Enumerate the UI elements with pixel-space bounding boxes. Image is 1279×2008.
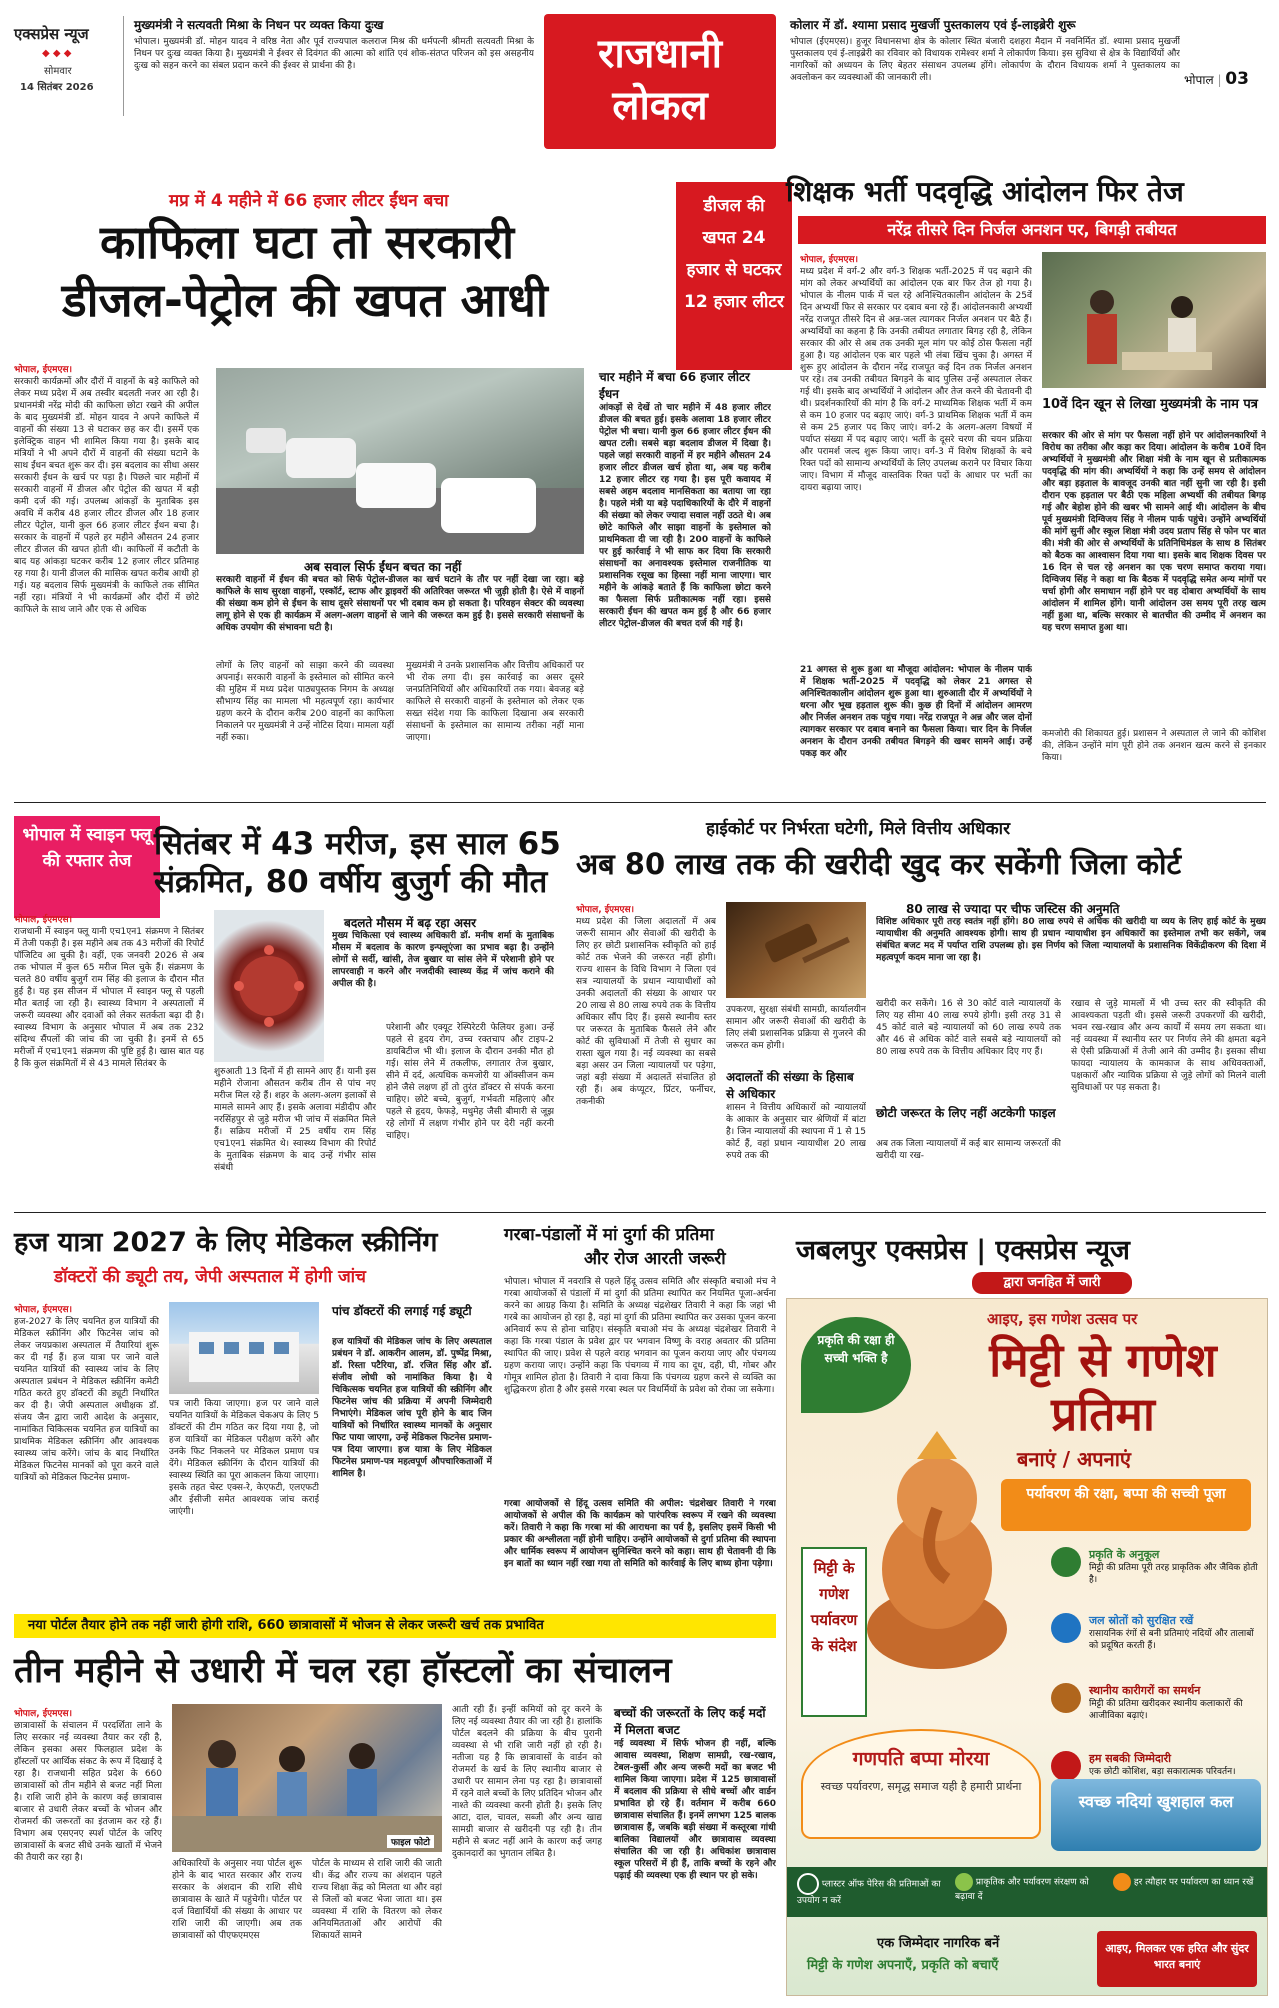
hostel-photo-caption: फाइल फोटो	[387, 1835, 434, 1848]
court-kicker: हाईकोर्ट पर निर्भरता घटेगी, मिले वित्तीय अधिकार	[706, 819, 1011, 839]
ad-icon-3-text: हर त्यौहार पर पर्यावरण का ध्यान रखें	[1133, 1877, 1254, 1888]
flu-headline-2: संक्रमित, 80 वर्षीय बुजुर्ग की मौत	[154, 864, 548, 900]
ad-point-1-body: मिट्टी की प्रतिमा पूरी तरह प्राकृतिक और जैविक होती है।	[1089, 1563, 1258, 1585]
section-badge	[544, 14, 776, 149]
teacher-protest-photo	[1042, 252, 1266, 388]
ad-point-1	[1051, 1547, 1261, 1586]
fuel-convoy-photo	[216, 368, 584, 554]
ad-icon-2	[955, 1873, 1100, 1903]
ad-canvas	[786, 1298, 1268, 1996]
court-body-3: शासन ने वित्तीय अधिकारों को न्यायालयों के आकार के अनुसार चार श्रेणियों में बांटा है। जिन न्यायालयों की स्थापना में 1 से 15 कोर्ट हैं, वहां प्रधान न्यायाधीश 20 लाख रुपये तक की	[726, 1103, 866, 1161]
teacher-box-title: 10वें दिन खून से लिखा मुख्यमंत्री के नाम पत्र	[1042, 397, 1258, 412]
hostel-body-4: आती रही हैं। इन्हीं कमियों को दूर करने के लिए नई व्यवस्था तैयार की जा रही है। हालांकि पोर्टल बदलने की प्रक्रिया के बीच पुरानी व्यवस्था से भी राशि जारी नहीं हो रही है। नतीजा यह है कि छात्रावासों के वार्डन को रोजमर्रा के खर्च के लिए स्थानीय बाजार से उधारी पर सामान लेना पड़ रहा है। छात्रावासों में रहने वाले बच्चों के लिए प्रतिदिन भोजन और नाश्ते की व्यवस्था करनी होती है। इसके लिए आटा, दाल, चावल, सब्जी और अन्य खाद्य सामग्री बाजार से खरीदनी पड़ रही है। तीन महीने से बजट नहीं आने के कारण कई जगह दुकानदारों का भुगतान लंबित है।	[452, 1705, 602, 1859]
ad-footer-3: आइए, मिलकर एक हरित और सुंदर भारत बनाएं	[1097, 1931, 1257, 1987]
hostel-kicker: नया पोर्टल तैयार होने तक नहीं जारी होगी राशि, 660 छात्रावासों में भोजन से लेकर जरूरी खर्च तक प्रभावित	[14, 1614, 776, 1638]
hajj-dateline: भोपाल, ईएमएस।	[14, 1305, 73, 1315]
ad-point-2-title: जल स्रोतों को सुरक्षित रखें	[1089, 1614, 1194, 1627]
teacher-body-2: 21 अगस्त से शुरू हुआ था मौजूदा आंदोलन: भोपाल के नीलम पार्क में शिक्षक भर्ती-2025 में पदवृद्धि को लेकर 21 अगस्त से अनिश्चितकालीन आंदोलन शुरू हुआ था। शुरुआती दौर में अभ्यर्थियों ने धरना और भूख हड़ताल शुरू की। कुछ ही दिनों में आंदोलन आमरण और निर्जल अनशन तक पहुंच गया। नरेंद्र राजपूत ने अन्न और जल दोनों त्यागकर सरकार पर दबाव बनाने का फैसला किया। चार दिन के निर्जल अनशन के दौरान उनकी तबीयत बिगड़ने की खबर सामने आई। उन्हें पकड़ कर और	[800, 665, 1032, 759]
hostel-children-photo	[172, 1704, 442, 1852]
court-headline: अब 80 लाख तक की खरीदी खुद कर सकेंगी जिला कोर्ट	[576, 847, 1182, 881]
fuel-headline-1: काफिला घटा तो सरकारी	[100, 215, 515, 269]
fuel-body-2: लोगों के लिए वाहनों को साझा करने की व्यवस्था अपनाई। सरकारी वाहनों के इस्तेमाल को सीमित करने की मुहिम में मध्य प्रदेश पाठ्यपुस्तक निगम के अध्यक्ष सौभाग्य सिंह का मामला भी महत्वपूर्ण रहा। कार्यभार ग्रहण करने के दौरान करीब 200 वाहनों का काफिला निकालने पर मुख्यमंत्री ने उन्हें नोटिस दिया। मामला यहीं नहीं रुका।	[216, 661, 394, 743]
hostel-body-3: पोर्टल के माध्यम से राशि जारी की जाती थी। केंद्र और राज्य का अंशदान पहले राज्य शिक्षा केंद्र को मिलता था और वहां से जिलों को बजट भेजा जाता था। इस व्यवस्था में राशि के वितरण को लेकर अनियमितताओं और आरोपों की शिकायतें सामने	[312, 1859, 442, 1941]
ad-point-3-body: मिट्टी की प्रतिमा खरीदकर स्थानीय कलाकारों की आजीविका बढ़ाएं।	[1089, 1699, 1243, 1721]
convoy-cars-icon	[216, 368, 584, 554]
ad-point-2-body: रासायनिक रंगों से बनी प्रतिमाएं नदियों और तालाबों को प्रदूषित करती हैं।	[1089, 1629, 1254, 1651]
plant-icon	[955, 1873, 973, 1891]
children-eating-icon	[172, 1704, 442, 1852]
hospital-building-icon	[169, 1302, 319, 1394]
ad-point-3	[1051, 1683, 1261, 1722]
flu-box-title: बदलते मौसम में बढ़ रहा असर	[344, 916, 477, 930]
hostel-dateline: भोपाल, ईएमएस।	[14, 1709, 73, 1719]
community-icon	[1051, 1751, 1081, 1781]
brand-box	[14, 16, 124, 116]
ad-header: जबलपुर एक्सप्रेस | एक्सप्रेस न्यूज	[796, 1235, 1130, 1266]
issue-date: 14 सितंबर 2026	[20, 82, 94, 93]
garba-headline-1: गरबा-पंडालों में मां दुर्गा की प्रतिमा	[504, 1225, 714, 1245]
flu-body-1: राजधानी में स्वाइन फ्लू यानी एच1एन1 संक्रमण ने सितंबर में तेजी पकड़ी है। इस महीने अब तक 43 मरीजों की रिपोर्ट पॉजिटिव आ चुकी है। वहीं, एक जनवरी 2026 से अब तक भोपाल में कुल 65 मरीज मिल चुके हैं। संक्रमण के चलते 80 वर्षीय बुजुर्ग राम सिंह की इलाज के दौरान मौत हुई है। यह इस सीजन में भोपाल में स्वाइन फ्लू से पहली मौत बताई जा रही है। स्वास्थ्य विभाग ने अस्पतालों में जरूरी व्यवस्था और दवाओं को लेकर सतर्कता बढ़ा दी है। स्वास्थ्य विभाग के अनुसार भोपाल में अब तक 232 संदिग्ध सैंपलों की जांच की जा चुकी है। इनमें से 65 मरीजों में एच1एन1 संक्रमण की पुष्टि हुई है। खास बात यह है कि कुल संक्रमितों में से 43 मामले सितंबर के	[14, 927, 204, 1069]
ad-sub: द्वारा जनहित में जारी	[972, 1272, 1132, 1294]
ad-icon-1	[797, 1873, 942, 1907]
brief-left-title: मुख्यमंत्री ने सत्यवती मिश्रा के निधन पर व्यक्त किया दुःख	[134, 18, 384, 32]
hajj-subhead: डॉक्टरों की ड्यूटी तय, जेपी अस्पताल में होगी जांच	[54, 1267, 366, 1287]
teacher-headline: शिक्षक भर्ती पदवृद्धि आंदोलन फिर तेज	[786, 175, 1184, 208]
court-body-1: मध्य प्रदेश की जिला अदालतों में अब जरूरी सामान और सेवाओं की खरीदी के लिए हर छोटी प्रशासनिक स्वीकृति को हाई कोर्ट तक भेजने की जरूरत नहीं होगी। राज्य शासन के विधि विभाग ने जिला एवं सत्र न्यायालयों के प्रधान न्यायाधीशों को उनकी अदालतों की संख्या के आधार पर 20 लाख से 80 लाख रुपये तक के वित्तीय अधिकार सौंप दिए हैं। इससे स्थानीय स्तर पर जरूरत के मुताबिक फैसले लेने और कोर्ट की सुविधाओं में तेजी से सुधार का रास्ता खुल गया है। नई व्यवस्था का सबसे बड़ा असर उन जिला न्यायालयों पर पड़ेगा, जहां बड़ी संख्या में अदालतें संचालित हो रही हैं। अब कंप्यूटर, प्रिंटर, फर्नीचर, तकनीकी	[576, 917, 716, 1107]
ad-tag-text: प्रकृति की रक्षा ही सच्ची भक्ति है	[817, 1333, 895, 1365]
court-body-4: खरीदी कर सकेंगे। 16 से 30 कोर्ट वाले न्यायालयों के लिए यह सीमा 40 लाख रुपये होगी। इसी तरह 31 से 45 कोर्ट वाले बड़े न्यायालयों को 60 लाख रुपये तक और 46 से अधिक कोर्ट वाले सबसे बड़े न्यायालयों को 80 लाख रुपये तक के वित्तीय अधिकार दिए गए हैं।	[876, 999, 1061, 1057]
festival-icon	[1113, 1873, 1131, 1891]
hajj-hospital-photo	[169, 1302, 319, 1394]
flu-virus-photo	[214, 910, 324, 1062]
brief-left-body: भोपाल। मुख्यमंत्री डॉ. मोहन यादव ने वरिष्ठ नेता और पूर्व राज्यपाल कलराज मिश्र की धर्मपत्नी श्रीमती सत्यवती मिश्रा के निधन पर दुःख व्यक्त किया है। मुख्यमंत्री ने ईश्वर से दिवंगत की आत्मा को शांति एवं शोक-संतप्त परिजन को इस असहनीय दुःख को सहन करने का संबल प्रदान करने की ईश्वर से प्रार्थना की है।	[134, 37, 534, 71]
flu-body-2: शुरुआती 13 दिनों में ही सामने आए हैं। यानी इस महीने रोजाना औसतन करीब तीन से पांच नए मरीज मिल रहे हैं। शहर के अलग-अलग इलाकों से मामले सामने आए हैं। इसके अलावा मंडीदीप और नरसिंहपुर से जुड़े मरीज भी जांच में संक्रमित मिले हैं। सक्रिय मरीजों में 25 वर्षीय राम सिंह एच1एन1 संक्रमित थे। स्वास्थ्य विभाग की रिपोर्ट के मुताबिक संक्रमण के बाद उन्हें गंभीर सांस संबंधी	[214, 1067, 376, 1173]
flu-story	[14, 808, 561, 1208]
ad-footer-2: मिट्टी के गणेश अपनाएँ, प्रकृति को बचाएँ	[807, 1958, 999, 1973]
fuel-side-body: आंकड़ों से देखें तो चार महीने में 48 हजार लीटर डीजल की बचत हुई। इसके अलावा 18 हजार लीटर पेट्रोल भी बचा। यानी कुल 66 हजार लीटर ईंधन की खपत टली। सबसे बड़ा बदलाव डीजल में दिखा है। पहले जहां सरकारी वाहनों में हर महीने औसतन 24 हजार लीटर डीजल खर्च होता था, अब यह करीब 12 हजार लीटर रह गया है। इस पूरी कवायद में सबसे अहम बदलाव मानसिकता का बताया जा रहा है। पहले मंत्री या बड़े पदाधिकारियों के दौरे में वाहनों की संख्या को लेकर ज्यादा सवाल नहीं उठते थे। अब छोटे काफिले और साझा वाहनों के इस्तेमाल को प्राथमिकता दी जा रही है। 200 वाहनों के काफिले पर हुई कार्रवाई ने भी साफ कर दिया कि सरकारी संसाधनों का अनावश्यक इस्तेमाल राजनीतिक या प्रशासनिक रसूख का हिस्सा नहीं माना जाएगा। चार महीने के आंकड़े बताते हैं कि काफिला छोटा करने का फैसला सिर्फ प्रतीकात्मक नहीं रहा। इससे सरकारी ईंधन की खपत कम हुई है और 66 हजार लीटर पेट्रोल-डीजल की बचत दर्ज की गई है।	[599, 403, 771, 629]
ad-intro: आइए, इस गणेश उत्सव पर	[987, 1310, 1138, 1328]
brief-right	[790, 16, 1180, 121]
ganesh-idol-icon	[857, 1429, 1017, 1679]
hajj-body-2: पत्र जारी किया जाएगा। हज पर जाने वाले चयनित यात्रियों के मेडिकल चेकअप के लिए 5 डॉक्टरों की टीम गठित कर दिया गया है, जो हज यात्रियों का मेडिकल परीक्षण करेंगे और उनके फिट निकलने पर मेडिकल प्रमाण पत्र देंगे। मेडिकल स्क्रीनिंग के दौरान यात्रियों की स्वास्थ्य स्थिति का पूरा आकलन किया जाएगा। इसके तहत चेस्ट एक्स-रे, केएफटी, एलएफटी और ईसीजी समेत आवश्यक जांच कराई जाएंगी।	[169, 1399, 319, 1517]
fuel-body-1: सरकारी कार्यक्रमों और दौरों में वाहनों के बड़े काफिले को लेकर मध्य प्रदेश में अब तस्वीर बदलती नजर आ रही है। प्रधानमंत्री नरेंद्र मोदी की काफिला छोटा रखने की अपील के बाद मुख्यमंत्री डॉ. मोहन यादव ने अपने काफिले में वाहनों की संख्या 13 से घटाकर छह कर दी। इसमें एक इलेक्ट्रिक वाहन भी शामिल किया गया है। इसके बाद मंत्रियों ने भी अपने दौरों में वाहनों की संख्या घटाने के साथ ईंधन बचत शुरू कर दी। इस बदलाव का सीधा असर सरकारी ईंधन के खर्च पर पड़ा है। पिछले चार महीनों में सरकारी वाहनों में डीजल और पेट्रोल की खपत में बड़ी कमी दर्ज की गई। उपलब्ध आंकड़ों के मुताबिक इस अवधि में करीब 48 हजार लीटर डीजल और 18 हजार लीटर पेट्रोल, यानी कुल 66 हजार लीटर ईंधन बचा है। सरकार के वाहनों में पहले हर महीने औसतन 24 हजार लीटर डीजल की खपत होती थी। काफिलों में कटौती के बाद यह आंकड़ा घटकर करीब 12 हजार लीटर प्रतिमाह रह गया है। यानी डीजल की मासिक खपत करीब आधी हो गई। यह बदलाव सिर्फ मुख्यमंत्री के काफिले तक सीमित नहीं रहा। मंत्रियों ने भी कार्यक्रमों और दौरों में छोटे काफिले के साथ जाने और एक से अधिक	[14, 377, 199, 615]
folio-separator: |	[1217, 73, 1226, 87]
water-drop-icon	[1051, 1613, 1081, 1643]
teacher-story	[786, 168, 1266, 798]
issue-day: सोमवार	[44, 66, 72, 77]
fuel-headline-2: डीजल-पेट्रोल की खपत आधी	[62, 273, 548, 327]
ad-title: मिट्टी से गणेश प्रतिमा	[989, 1333, 1217, 1441]
fuel-story	[14, 168, 784, 798]
no-pop-icon	[797, 1873, 819, 1895]
ad-point-2	[1051, 1613, 1261, 1652]
gavel-icon	[726, 902, 866, 998]
brief-left	[134, 16, 534, 116]
court-sub-1: अदालतों की संख्या के हिसाब से अधिकार	[726, 1070, 854, 1101]
hajj-box-body: हज यात्रियों की मेडिकल जांच के लिए अस्पताल प्रबंधन ने डॉ. आकरीन आलम, डॉ. पुष्पेंद्र मिश्रा, डॉ. रिस्ता पटैरिया, डॉ. रजित सिंह और डॉ. संजीव लोधी को नामांकित किया है। ये चिकित्सक चयनित हज यात्रियों की स्क्रीनिंग और फिटनेस जांच की प्रक्रिया में अपनी जिम्मेदारी निभाएंगे। मेडिकल जांच पूरी होने के बाद जिन यात्रियों को निर्धारित स्वास्थ्य मानकों के अनुसार फिट पाया जाएगा, उन्हें मेडिकल फिटनेस प्रमाण-पत्र दिया जाएगा। हज यात्रा के लिए मेडिकल फिटनेस प्रमाण-पत्र महत्वपूर्ण औपचारिकताओं में शामिल है।	[332, 1337, 492, 1479]
section-title: राजधानी लोकल	[598, 31, 722, 129]
brand-name: एक्सप्रेस न्यूज	[14, 25, 89, 43]
ad-point-4	[1051, 1751, 1261, 1778]
ad-title-2: बनाएं / अपनाएं	[1017, 1447, 1131, 1471]
ad-river	[1051, 1779, 1261, 1851]
court-story	[566, 808, 1266, 1208]
ad-vertical: मिट्टी के गणेश पर्यावरण के संदेश	[801, 1547, 867, 1717]
ad-point-4-body: एक छोटी कोशिश, बड़ा सकारात्मक परिवर्तन।	[1089, 1767, 1236, 1777]
folio-page: 03	[1225, 69, 1249, 89]
court-body-2: उपकरण, सुरक्षा संबंधी सामग्री, कार्यालयीन सामान और जरूरी सेवाओं की खरीदी के लिए लंबी प्रशासनिक प्रक्रिया से गुजरने की जरूरत कम होगी।	[726, 1005, 866, 1051]
brief-right-body: भोपाल (ईएमएस)। हुजूर विधानसभा क्षेत्र के कोलार स्थित बंजारी दशहरा मैदान में नवनिर्मित डॉ. श्यामा प्रसाद मुखर्जी पुस्तकालय एवं ई-लाइब्रेरी का रविवार को विधायक रामेश्वर शर्मा ने लोकार्पण किया। इस सुविधा से क्षेत्र के विद्यार्थियों और नागरिकों को अध्ययन के लिए बेहतर संसाधन उपलब्ध होंगे। लोकार्पण के दौरान विधायक शर्मा ने पुस्तकालय का अवलोकन कर व्यवस्थाओं की जानकारी ली।	[790, 37, 1180, 83]
flu-body-3: परेशानी और एक्यूट रेस्पिरेटरी फेलियर हुआ। उन्हें पहले से हृदय रोग, उच्च रक्तचाप और टाइप-2 डायबिटीज भी थी। इलाज के दौरान उनकी मौत हो गई। सांस लेने में तकलीफ, लगातार तेज बुखार, सीने में दर्द, अत्यधिक कमजोरी या ऑक्सीजन कम होने जैसे लक्षण हों तो तुरंत डॉक्टर से संपर्क करना चाहिए। छोटे बच्चे, बुजुर्ग, गर्भवती महिलाएं और पहले से हृदय, फेफड़े, मधुमेह जैसी बीमारी से जूझ रहे लोगों में लक्षण गंभीर होने पर देरी नहीं करनी चाहिए।	[386, 1023, 554, 1141]
ad-river-text: स्वच्छ नदियां खुशहाल कल	[1078, 1792, 1234, 1811]
ad-tag-leaf	[801, 1317, 911, 1413]
page-folio	[1184, 69, 1266, 91]
ad-footer	[787, 1925, 1267, 1995]
garba-body-b: गरबा आयोजकों से हिंदू उत्सव समिति की अपील: चंद्रशेखर तिवारी ने गरबा आयोजकों से अपील की कि कार्यक्रम को पारंपरिक स्वरूप में रखने की व्यवस्था करें। तिवारी ने कहा कि गरबा मां की आराधना का पर्व है, इसलिए इसमें किसी भी प्रकार की अश्लीलता नहीं होनी चाहिए। उन्होंने आयोजकों से दुर्गा प्रतिमा की स्थापना और धार्मिक स्वरूप में आयोजन सुनिश्चित करने को कहा। साथ ही चेतावनी दी कि इन बातों का ध्यान नहीं रखा गया तो समिति को कार्रवाई के लिए बाध्य होना पड़ेगा।	[504, 1499, 776, 1569]
brief-right-title: कोलार में डॉ. श्यामा प्रसाद मुखर्जी पुस्तकालय एवं ई-लाइब्रेरी शुरू	[790, 18, 1076, 32]
folio-city: भोपाल	[1184, 73, 1214, 87]
ad-banner-sub: स्वच्छ पर्यावरण, समृद्ध समाज यही है हमारी प्रार्थना	[820, 1780, 1022, 1793]
ad-icon-2-text: प्राकृतिक और पर्यावरण संरक्षण को बढ़ावा दें	[955, 1877, 1089, 1902]
teacher-body-3: कमजोरी की शिकायत हुई। प्रशासन ने अस्पताल ले जाने की कोशिश की, लेकिन उन्होंने मांग पूरी होने तक अनशन खत्म करने से इनकार किया।	[1042, 729, 1266, 763]
ad-icon-row	[787, 1867, 1267, 1917]
court-body-5: अब तक जिला न्यायालयों में कई बार सामान्य जरूरतों की खरीदी या रख-	[876, 1139, 1061, 1161]
hajj-body-1: हज-2027 के लिए चयनित हज यात्रियों की मेडिकल स्क्रीनिंग और फिटनेस जांच को लेकर जयप्रकाश अस्पताल में तैयारियां शुरू कर दी गई हैं। हज यात्रा पर जाने वाले चयनित यात्रियों की स्वास्थ्य जांच के लिए अस्पताल प्रबंधन ने मेडिकल स्क्रीनिंग कमेटी गठित करते हुए डॉक्टरों की ड्यूटी निर्धारित कर दी है। जेपी अस्पताल अधीक्षक डॉ. संजय जैन द्वारा जारी आदेश के अनुसार, नामांकित चिकित्सक चयनित हज यात्रियों का प्राथमिक मेडिकल स्क्रीनिंग और आवश्यक स्वास्थ्य जांच करेंगे। जांच के बाद निर्धारित मेडिकल फिटनेस मानकों को पूरा करने वाले यात्रियों को मेडिकल फिटनेस प्रमाण-	[14, 1317, 159, 1483]
artisan-icon	[1051, 1683, 1081, 1713]
fuel-kicker: मप्र में 4 महीने में 66 हजार लीटर ईंधन बचा	[169, 191, 449, 211]
virus-icon	[214, 910, 324, 1062]
fuel-dateline: भोपाल, ईएमएस।	[14, 365, 73, 375]
court-dateline: भोपाल, ईएमएस।	[576, 905, 635, 915]
garba-story	[504, 1218, 776, 1610]
masthead	[14, 14, 1266, 149]
teacher-box-body: सरकार की ओर से मांग पर फैसला नहीं होने पर आंदोलनकारियों ने विरोध का तरीका और कड़ा कर दिया। आंदोलन के करीब 10वें दिन अभ्यर्थियों ने मुख्यमंत्री और शिक्षा मंत्री के नाम खून से प्रतीकात्मक पदवृद्धि की मांग की। अभ्यर्थियों ने कहा कि उन्हें समय से आंदोलन और बड़ा हड़ताल के बावजूद उनकी बात नहीं सुनी जा रही है। इसी दौरान एक हड़ताल पर बैठी एक महिला अभ्यर्थी की तबीयत बिगड़ गई और बेहोश होने की खबर भी सामने आई थी। आंदोलन के बीच पूर्व मुख्यमंत्री दिग्विजय सिंह ने नीलम पार्क पहुंचे। उन्होंने अभ्यर्थियों की मांगें सुनीं और स्कूल शिक्षा मंत्री उदय प्रताप सिंह से फोन पर बात की। मंत्री की ओर से अभ्यर्थियों के प्रतिनिधिमंडल के साथ 8 सितंबर को बैठक का आश्वासन दिया गया था। इसके बाद शिक्षक दिवस पर 16 दिन से चल रहे अनशन का एक चरण समाप्त कराया गया। दिग्विजय सिंह ने कहा था कि बैठक में पदवृद्धि समेत अन्य मांगों पर चर्चा होगी और समाधान नहीं होने पर वह दोबारा अभ्यर्थियों के साथ आंदोलन में शामिल होंगे। यानी आंदोलन उस समय पूरी तरह खत्म नहीं हुआ था, बल्कि सरकार से बातचीत की उम्मीद में अनशन का यह चरण समाप्त हुआ था।	[1042, 431, 1266, 633]
ad-point-3-title: स्थानीय कारीगरों का समर्थन	[1089, 1684, 1201, 1697]
ad-icon-3	[1113, 1873, 1258, 1891]
flu-box-body: मुख्य चिकित्सा एवं स्वास्थ्य अधिकारी डॉ. मनीष शर्मा के मुताबिक मौसम में बदलाव के कारण इन्फ्लूएंजा का प्रभाव बढ़ा है। उन्होंने लोगों से सर्दी, खांसी, तेज बुखार या सांस लेने में परेशानी होने पर लापरवाही न करने और नजदीकी स्वास्थ्य केंद्र में जांच कराने की अपील की है।	[332, 931, 554, 989]
ad-icon-1-text: प्लास्टर ऑफ पेरिस की प्रतिमाओं का उपयोग न करें	[797, 1879, 941, 1906]
fuel-side-title: चार महीने में बचा 66 हजार लीटर ईंधन	[599, 370, 750, 401]
hostel-headline: तीन महीने से उधारी में चल रहा हॉस्टलों का संचालन	[14, 1651, 672, 1691]
court-gavel-photo	[726, 902, 866, 998]
ad-banner	[801, 1729, 1041, 1839]
divider-row2	[14, 1212, 1266, 1213]
court-box-title: 80 लाख से ज्यादा पर चीफ जस्टिस की अनुमति	[906, 902, 1120, 916]
teacher-dateline: भोपाल, ईएमएस।	[800, 255, 859, 265]
hajj-box-title: पांच डॉक्टरों की लगाई गई ड्यूटी	[332, 1304, 472, 1318]
ad-point-4-title: हम सबकी जिम्मेदारी	[1089, 1752, 1172, 1765]
brand-ornament-icon: ◆ ◆ ◆	[42, 48, 72, 59]
fuel-sidebox: डीजल की खपत 24 हजार से घटकर 12 हजार लीटर	[676, 182, 792, 370]
flu-dateline: भोपाल, ईएमएस।	[14, 915, 73, 925]
fuel-caption-title: अब सवाल सिर्फ ईंधन बचत का नहीं	[304, 560, 462, 574]
court-body-6: रखाव से जुड़े मामलों में भी उच्च स्तर की स्वीकृति की आवश्यकता पड़ती थी। इससे जरूरी उपकरणों की खरीदी, भवन रख-रखाव और अन्य कार्यों में समय लग सकता था। नई व्यवस्था में स्थानीय स्तर पर निर्णय लेने की क्षमता बढ़ने से ऐसी प्रक्रियाओं में तेजी आने की उम्मीद है। इसका सीधा फायदा न्यायालय के कामकाज के साथ अधिवक्ताओं, पक्षकारों और न्यायिक प्रक्रिया से जुड़े लोगों को मिलने वाली सुविधाओं पर पड़ सकता है।	[1071, 999, 1266, 1093]
ad-ribbon: पर्यावरण की रक्षा, बप्पा की सच्ची पूजा	[1001, 1479, 1251, 1531]
garba-body: भोपाल। भोपाल में नवरात्रि से पहले हिंदू उत्सव समिति और संस्कृति बचाओ मंच ने गरबा आयोजकों से पंडालों में मां दुर्गा की प्रतिमा स्थापित कर नियमित पूजा-अर्चना करने का आग्रह किया है। समिति के अध्यक्ष चंद्रशेखर तिवारी ने कहा कि जहां भी गरबे का आयोजन हो रहा है, वहां मां दुर्गा की प्रतिमा स्थापित कर उसका पूजन करना अनिवार्य रूप से होना चाहिए। संस्कृति बचाओ मंच के अध्यक्ष चंद्रशेखर तिवारी ने कहा कि गरबा पंडाल के प्रवेश द्वार पर भगवान विष्णु के वराह अवतार की प्रतिमा स्थापित की जाए। प्रवेश से पहले वराह भगवान का पूजन कराया जाए और पंचगव्य ग्रहण कराया जाए। उन्होंने कहा कि पंचगव्य में गाय का दूध, दही, घी, गोबर और गोमूत्र शामिल होता है। तिवारी ने दावा किया कि पंचगव्य ग्रहण करने से व्यक्ति का शुद्धिकरण होता है और इससे गरबा स्थल पर विधर्मियों के प्रवेश को रोका जा सकेगा।	[504, 1277, 776, 1395]
divider-row1	[14, 802, 1266, 803]
flu-headline-1: सितंबर में 43 मरीज, इस साल 65	[154, 826, 561, 862]
hostel-box-body: नई व्यवस्था में सिर्फ भोजन ही नहीं, बल्कि आवास व्यवस्था, शिक्षण सामग्री, रख-रखाव, टेबल-कुर्सी और अन्य जरूरी मदों का बजट भी शामिल किया जाएगा। प्रदेश में 125 छात्रावासों में बदलाव की प्रक्रिया से सीधे बच्चों और वार्डन प्रभावित हो रहे हैं। वर्तमान में करीब 660 छात्रावास संचालित हैं। इनमें लगभग 125 बालक छात्रावास हैं, जबकि बड़ी संख्या में कस्तूरबा गांधी बालिका विद्यालयों और छात्रावास व्यवस्था संचालित की जा रही है। अधिकांश छात्रावास स्कूल परिसरों में ही हैं, ताकि बच्चों के रहने और पढ़ाई की व्यवस्था एक ही स्थान पर हो सके।	[614, 1739, 776, 1881]
hostel-story	[14, 1614, 776, 2000]
fuel-caption-body: सरकारी वाहनों में ईंधन की बचत को सिर्फ पेट्रोल-डीजल का खर्च घटाने के तौर पर नहीं देखा जा रहा। बड़े काफिले के साथ सुरक्षा वाहनों, एस्कॉर्ट, स्टाफ और ड्राइवरों की अतिरिक्त जरूरत भी जुड़ी होती है। ऐसे में वाहनों की संख्या कम होने से ईंधन के साथ दूसरे संसाधनों पर भी दबाव कम हो सकता है। परिवहन सेक्टर की व्यवस्था लागू होने से एक ही कार्यक्रम में अलग-अलग वाहनों से जाने की जरूरत कम हुई है। इससे सरकारी संसाधनों के अधिक उपयोग की संभावना घटी है।	[216, 575, 584, 633]
hostel-body-2: अधिकारियों के अनुसार नया पोर्टल शुरू होने के बाद भारत सरकार और राज्य सरकार के अंशदान की राशि सीधे छात्रावास के खाते में पहुंचेगी। पोर्टल पर दर्ज विद्यार्थियों की संख्या के आधार पर राशि जारी की जाएगी। अब तक छात्रावासों को पीएफएमएस	[172, 1859, 302, 1941]
ganesh-ad	[786, 1218, 1266, 1994]
teacher-body-1: मध्य प्रदेश में वर्ग-2 और वर्ग-3 शिक्षक भर्ती-2025 में पद बढ़ाने की मांग को लेकर अभ्यर्थियों का आंदोलन एक बार फिर तेज हो गया है। भोपाल के नीलम पार्क में चल रहे अनिश्चितकालीन आंदोलन के 25वें दिन अभ्यर्थी फिर से सरकार पर दबाव बना रहे हैं। आंदोलनकारी अभ्यर्थी नरेंद्र राजपूत तीसरे दिन से अन्न-जल त्यागकर निर्जल अनशन पर बैठे हैं। अभ्यर्थियों का कहना है कि उनकी तबीयत लगातार बिगड़ रही है, लेकिन सरकार की ओर से अब तक उनकी मूल मांग पर कोई ठोस फैसला नहीं हुआ है। यह आंदोलन एक बार पहले भी लंबा खिंच चुका है। अगस्त में शुरू हुए आंदोलन के दौरान नरेंद्र राजपूत कई दिन तक निर्जल अनशन पर रहे। तब उनकी तबीयत बिगड़ने के बाद पुलिस उन्हें अस्पताल लेकर गई थी। इसके बाद अभ्यर्थियों ने आंदोलन और तेज करने की चेतावनी दी थी। प्रदर्शनकारियों की मांग है कि वर्ग-2 माध्यमिक शिक्षक भर्ती में कम से कम 10 हजार पद बढ़ाए जाएं। वर्ग-3 प्राथमिक शिक्षक भर्ती में कम से कम 25 हजार पद किए जाएं। वर्ग-2 के अलग-अलग विषयों में पर्याप्त संख्या में पद बढ़ाए जाएं। भर्ती के दूसरे चरण की चयन प्रक्रिया और परामर्श जल्द शुरू किया जाए। वर्ग-3 में विशेष शिक्षकों के बचे रिक्त पदों को सामान्य अभ्यर्थियों के लिए उपलब्ध कराने पर विचार किया जाए। विभाग में मौजूद वास्तविक रिक्त पदों के आधार पर भर्ती का दायरा बढ़ाया जाए।	[800, 267, 1032, 493]
hajj-headline: हज यात्रा 2027 के लिए मेडिकल स्क्रीनिंग	[14, 1227, 438, 1258]
court-box-body: विशिष्ट अधिकार पूरी तरह स्वतंत्र नहीं होंगे। 80 लाख रुपये से अधिक की खरीदी या व्यय के लिए हाई कोर्ट के मुख्य न्यायाधीश की अनुमति आवश्यक होगी। साथ ही प्रधान न्यायाधीश इन अधिकारों का इस्तेमाल तभी कर सकेंगे, जब संबंधित बजट मद में पर्याप्त राशि उपलब्ध हो। इस निर्णय को जिला न्यायालयों के प्रशासनिक विकेंद्रीकरण की दिशा में महत्वपूर्ण कदम माना जा रहा है।	[876, 917, 1266, 963]
flu-label: भोपाल में स्वाइन फ्लू की रफ्तार तेज	[14, 816, 160, 918]
ad-banner-title: गणपति बप्पा मोरया	[852, 1748, 990, 1770]
ad-footer-1: एक जिम्मेदार नागरिक बनें	[877, 1936, 1000, 1951]
ad-point-1-title: प्रकृति के अनुकूल	[1089, 1548, 1160, 1561]
protest-people-icon	[1042, 252, 1266, 388]
court-sub-2: छोटी जरूरत के लिए नहीं अटकेगी फाइल	[876, 1106, 1056, 1120]
teacher-subhead: नरेंद्र तीसरे दिन निर्जल अनशन पर, बिगड़ी तबीयत	[798, 216, 1266, 244]
fuel-body-3: मुख्यमंत्री ने उनके प्रशासनिक और वित्तीय अधिकारों पर भी रोक लगा दी। इस कार्रवाई का असर दूसरे जनप्रतिनिधियों और अधिकारियों तक गया। बेवजह बड़े काफिले से सरकारी वाहनों के इस्तेमाल को लेकर एक सख्त संदेश गया कि काफिला दिखाना अब सरकारी संसाधनों के इस्तेमाल का सामान्य तरीका नहीं माना जाएगा।	[406, 661, 584, 743]
garba-headline-2: और रोज आरती जरूरी	[584, 1249, 726, 1269]
hajj-story	[14, 1218, 492, 1610]
hostel-body-1: छात्रावासों के संचालन में परदर्शिता लाने के लिए सरकार नई व्यवस्था तैयार कर रही है, लेकिन इसका असर फिलहाल प्रदेश के हॉस्टलों पर आर्थिक संकट के रूप में दिखाई दे रहा है। राजधानी सहित प्रदेश के 660 छात्रावासों को तीन महीने से बजट नहीं मिला है। राशि जारी होने के कारण कई छात्रावास बाजार से उधारी लेकर बच्चों के भोजन और रोजमर्रा की जरूरतों का इंतजाम कर रहे हैं। विभाग अब एसएनए स्पर्श पोर्टल के जरिए छात्रावासों के बजट सीधे उनके खातों में भेजने की तैयारी कर रहा है।	[14, 1721, 162, 1863]
hostel-box-title: बच्चों की जरूरतों के लिए कई मदों में मिलता बजट	[614, 1706, 766, 1737]
leaf-icon	[1051, 1547, 1081, 1577]
